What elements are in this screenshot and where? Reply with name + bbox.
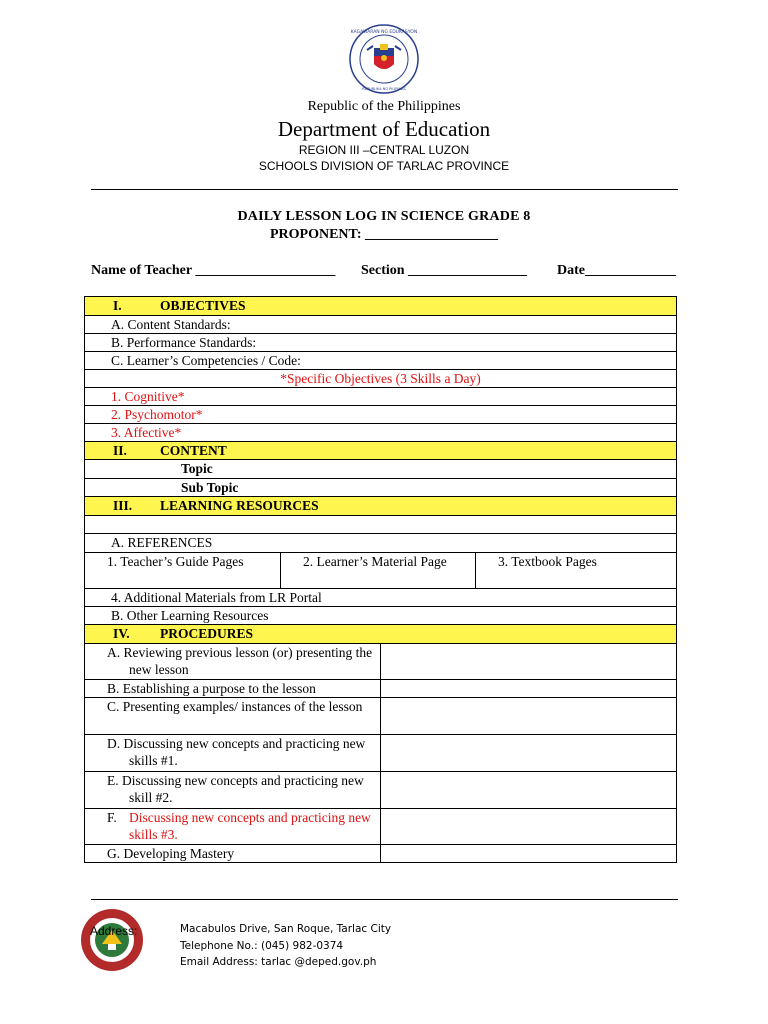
procedure-e-cell: E. Discussing new concepts and practicing new skill #2. <box>85 772 381 809</box>
objectives-heading: OBJECTIVES <box>160 298 246 313</box>
section-line: Section _________________ <box>361 263 528 278</box>
performance-standards-row: B. Performance Standards: <box>85 334 677 352</box>
section-row-procedures <box>85 625 677 644</box>
competencies-row: C. Learner’s Competencies / Code: <box>85 352 677 370</box>
sub-topic-row: Sub Topic <box>85 479 677 497</box>
affective-row: 3. Affective* <box>85 424 677 442</box>
header-divider <box>91 189 678 190</box>
section-number: I. <box>113 298 122 313</box>
region-heading: REGION III –CENTRAL LUZON <box>298 143 470 157</box>
content-standards-row: A. Content Standards: <box>85 316 677 334</box>
additional-materials-row: 4. Additional Materials from LR Portal <box>85 589 677 607</box>
psychomotor-row: 2. Psychomotor* <box>85 406 677 424</box>
procedure-f-cell <box>85 809 381 845</box>
specific-objectives-row: *Specific Objectives (3 Skills a Day) <box>85 370 677 388</box>
empty-row <box>85 516 677 534</box>
procedure-c-cell: C. Presenting examples/ instances of the lesson <box>85 698 381 735</box>
procedure-g-entry[interactable] <box>381 845 677 863</box>
republic-heading: Republic of the Philippines <box>307 99 461 114</box>
procedure-b-cell: B. Establishing a purpose to the lesson <box>85 680 381 698</box>
procedure-f-text: Discussing new concepts and practicing new skills #3. <box>129 810 371 842</box>
procedure-d-cell: D. Discussing new concepts and practicing new skills #1. <box>85 735 381 772</box>
footer-divider <box>91 899 678 900</box>
learners-material-cell: 2. Learner’s Material Page <box>281 553 476 589</box>
address-label: Address: <box>90 924 138 938</box>
textbook-pages-cell: 3. Textbook Pages <box>476 553 677 589</box>
division-seal-logo <box>80 908 144 972</box>
date-line: Date_____________ <box>557 263 676 278</box>
procedure-f-entry[interactable] <box>381 809 677 845</box>
procedure-f-letter: F. <box>107 810 117 825</box>
department-heading: Department of Education <box>277 117 491 141</box>
resources-heading: LEARNING RESOURCES <box>160 498 319 513</box>
procedure-b-entry[interactable] <box>381 680 677 698</box>
cognitive-row: 1. Cognitive* <box>85 388 677 406</box>
section-row-objectives <box>85 297 677 316</box>
procedure-g-cell: G. Developing Mastery <box>85 845 381 863</box>
section-number: II. <box>113 443 127 458</box>
other-resources-row: B. Other Learning Resources <box>85 607 677 625</box>
procedure-d-entry[interactable] <box>381 735 677 772</box>
footer-address: Macabulos Drive, San Roque, Tarlac City <box>180 923 392 935</box>
lesson-log-table <box>84 296 677 863</box>
procedures-heading: PROCEDURES <box>160 626 254 641</box>
teacher-name-line: Name of Teacher ____________________ <box>91 263 336 278</box>
procedure-e-entry[interactable] <box>381 772 677 809</box>
footer-telephone: Telephone No.: (045) 982-0374 <box>180 940 344 952</box>
section-number: III. <box>113 498 133 513</box>
topic-row: Topic <box>85 460 677 479</box>
procedure-a-entry[interactable] <box>381 644 677 680</box>
procedure-a-cell: A. Reviewing previous lesson (or) presenting the new lesson <box>85 644 381 680</box>
seal-subtext: REPUBLIKA NG PILIPINAS <box>362 87 406 91</box>
seal-text: KAGAWARAN NG EDUKASYON <box>350 30 418 35</box>
document-title: DAILY LESSON LOG IN SCIENCE GRADE 8 <box>237 209 531 224</box>
proponent-line: PROPONENT: ___________________ <box>269 227 498 242</box>
section-row-content <box>85 442 677 460</box>
deped-seal-logo <box>349 24 419 94</box>
section-row-resources <box>85 497 677 516</box>
content-heading: CONTENT <box>160 443 227 458</box>
footer-email: Email Address: tarlac @deped.gov.ph <box>180 956 377 968</box>
teachers-guide-cell: 1. Teacher’s Guide Pages <box>85 553 281 589</box>
section-number: IV. <box>113 626 130 641</box>
references-row: A. REFERENCES <box>85 534 677 553</box>
division-heading: SCHOOLS DIVISION OF TARLAC PROVINCE <box>258 159 510 173</box>
procedure-c-entry[interactable] <box>381 698 677 735</box>
